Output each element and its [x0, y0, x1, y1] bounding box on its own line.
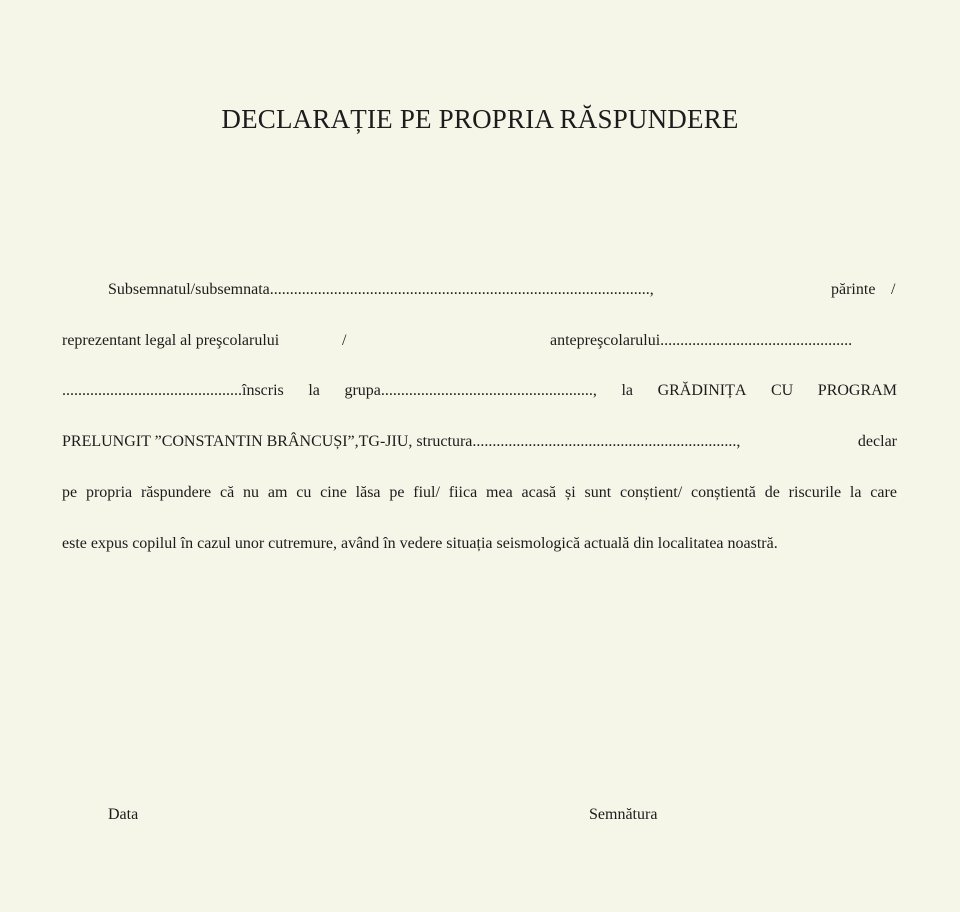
body-line-3 — [62, 382, 897, 400]
word: mea — [486, 484, 513, 501]
word-la-2: la — [621, 382, 633, 399]
signature-label: Semnătura — [589, 806, 658, 823]
legal-rep-text: reprezentant legal al preşcolarului — [62, 332, 280, 349]
word: care — [870, 484, 897, 501]
last-line-text: este expus copilul în cazul unor cutremure, având în vedere situația seismologică actuală din localitatea noastră. — [62, 535, 778, 552]
word: am — [267, 484, 288, 501]
slash-1: / — [891, 281, 896, 298]
slash-2: / — [342, 332, 347, 349]
body-line-5 — [62, 484, 897, 502]
word: răspundere — [140, 484, 212, 501]
document-title: DECLARAȚIE PE PROPRIA RĂSPUNDERE — [221, 104, 739, 134]
word: la — [849, 484, 862, 501]
word: pe — [62, 484, 78, 501]
kindergarten-structure-field: PRELUNGIT ”CONSTANTIN BRÂNCUȘI”,TG-JIU, structura.................................................................., — [62, 433, 741, 450]
word: propria — [85, 484, 133, 501]
body-line-4 — [62, 433, 897, 451]
word: de — [764, 484, 780, 501]
word: conștient/ — [619, 484, 683, 501]
word: cu — [296, 484, 312, 501]
word: nu — [243, 484, 260, 501]
name-field-label: Subsemnatul/subsemnata..............................................................................................., — [108, 281, 654, 298]
parent-word: părinte — [831, 281, 876, 298]
date-label: Data — [108, 806, 139, 823]
word: sunt — [584, 484, 612, 501]
word: conștientă — [691, 484, 756, 501]
antepreschool-field: antepreşcolarului................................................ — [550, 332, 853, 349]
word: pe — [389, 484, 405, 501]
word: fiica — [448, 484, 478, 501]
word: și — [564, 484, 576, 501]
word: riscurile — [788, 484, 842, 501]
word-declar: declar — [857, 433, 897, 450]
word-program: PROGRAM — [817, 382, 897, 399]
word: fiul/ — [413, 484, 440, 501]
word: că — [219, 484, 235, 501]
enrolled-field: .............................................înscris — [62, 382, 284, 399]
word: cine — [320, 484, 347, 501]
group-field: grupa....................................................., — [344, 382, 597, 399]
word: acasă — [521, 484, 557, 501]
word: lăsa — [355, 484, 381, 501]
word-gradinita: GRĂDINIȚA — [657, 382, 747, 399]
word-cu: CU — [771, 382, 794, 399]
word-la-1: la — [308, 382, 320, 399]
